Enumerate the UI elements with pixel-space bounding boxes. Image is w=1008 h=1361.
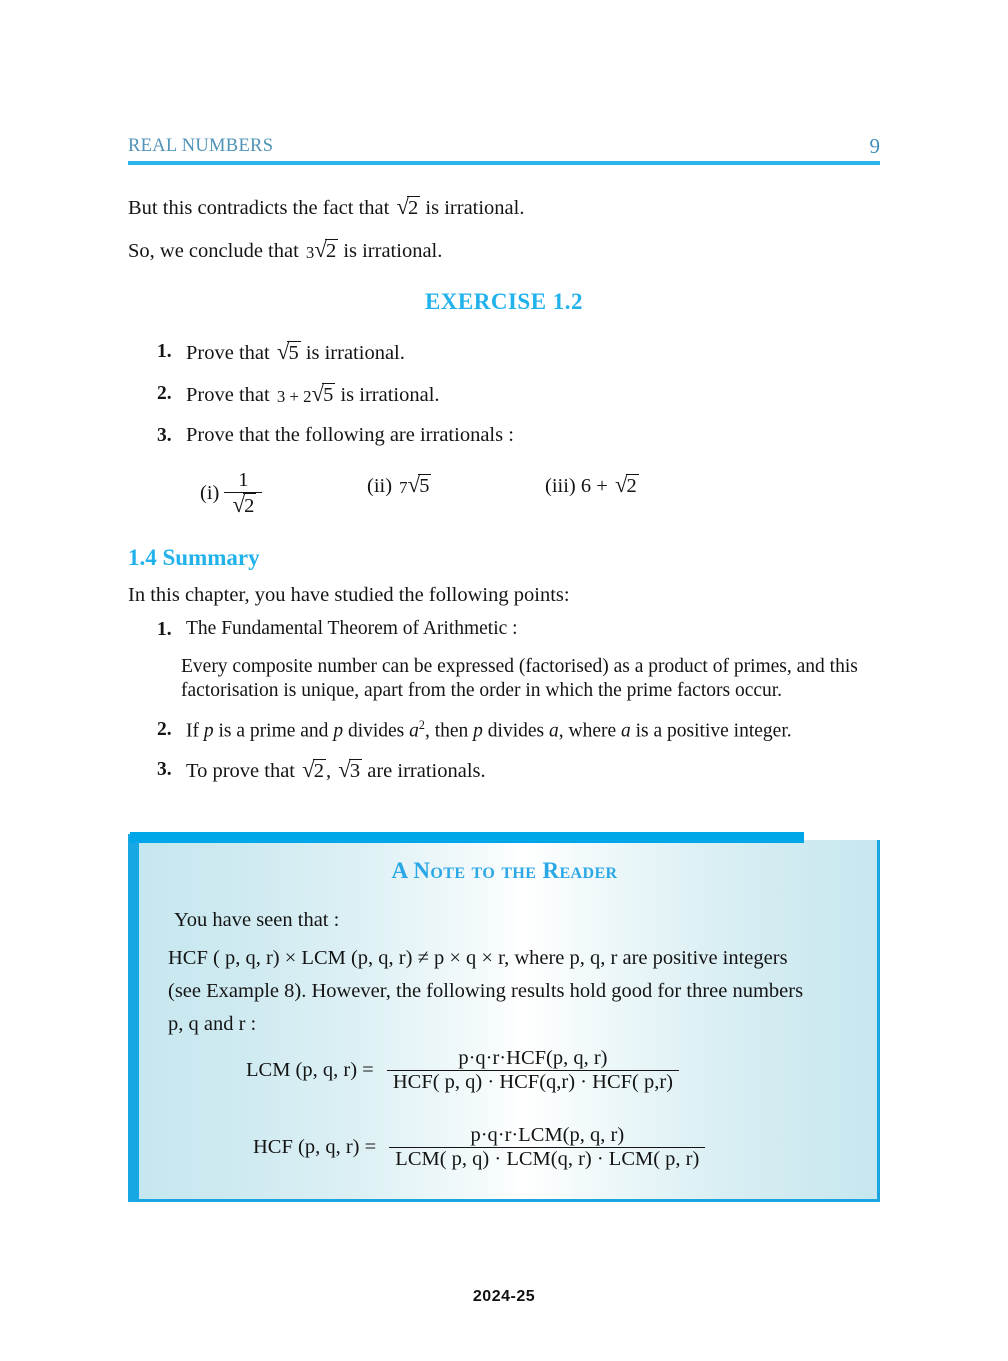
- header-rule: [128, 161, 880, 165]
- running-head: [128, 136, 880, 166]
- sp3-sep: ,: [326, 760, 332, 782]
- equation-lcm: [246, 1047, 679, 1094]
- note-para-line-1: HCF ( p, q, r) × LCM (p, q, r) ≠ p × q × r, where p, q, r are positive integers: [168, 947, 788, 969]
- page-number: 9: [869, 134, 880, 158]
- exercise-item-1-number: 1.: [157, 341, 172, 362]
- exercise-item-1-pre: Prove that: [186, 342, 270, 364]
- page-footer: 2024-25: [472, 1288, 536, 1305]
- exercise-subitem-ii-label: (ii): [367, 475, 393, 497]
- sp2-f: , where: [558, 720, 617, 742]
- equation-lcm-denominator: HCF( p, q) · HCF(q,r) · HCF( p,r): [387, 1070, 679, 1094]
- sp2-b: is a prime and: [218, 720, 329, 742]
- exercise-subitem-iii-label: (iii): [545, 475, 576, 497]
- note-para-line-2: (see Example 8). However, the following results hold good for three numbers: [168, 980, 804, 1002]
- exercise-item-2-post: is irrational.: [340, 384, 440, 406]
- sp2-var-a-sq: a: [409, 720, 419, 742]
- equation-hcf-fraction: [389, 1124, 705, 1171]
- three-sqrt-2-inline: 3√2: [305, 237, 337, 262]
- summary-point-3-number: 3.: [157, 759, 172, 780]
- equation-lcm-numerator: p·q·r·HCF(p, q, r): [458, 1047, 608, 1069]
- sp3-post: are irrationals.: [367, 760, 486, 782]
- summary-intro: In this chapter, you have studied the following points:: [128, 584, 570, 606]
- intro-line-2: [128, 239, 442, 262]
- exercise-item-2-number: 2.: [157, 383, 172, 404]
- exercise-item-1: [186, 341, 405, 364]
- exercise-item-1-post: is irrational.: [305, 342, 405, 364]
- note-box-top-bar: [130, 832, 804, 843]
- summary-point-1-body-line-2: factorisation is unique, apart from the order in which the prime factors occur.: [181, 680, 783, 701]
- sp2-var-p2: p: [333, 720, 344, 742]
- seven-sqrt-5-inline: 7√5: [399, 472, 430, 497]
- exercise-subitem-iii: [545, 474, 639, 497]
- equation-hcf-denominator: LCM( p, q) · LCM(q, r) · LCM( p, r): [389, 1147, 705, 1171]
- sp2-d: , then: [424, 720, 469, 742]
- three-plus-two-sqrt-5-inline: 3 + 2√5: [276, 381, 334, 406]
- sp2-a: If: [186, 720, 199, 742]
- note-box-left-bar: [128, 834, 139, 1202]
- summary-point-3: [186, 759, 486, 782]
- note-to-reader-box: [128, 832, 880, 1202]
- chapter-title: REAL NUMBERS: [128, 136, 274, 156]
- exercise-subitem-i-label: (i): [200, 482, 220, 505]
- summary-point-2-number: 2.: [157, 719, 172, 740]
- sp2-e: divides: [487, 720, 545, 742]
- sp2-g: is a positive integer.: [635, 720, 792, 742]
- sqrt-2-inline-c: √2: [302, 757, 324, 782]
- equation-lcm-lhs: LCM (p, q, r) =: [246, 1058, 374, 1081]
- summary-heading: 1.4 Summary: [128, 545, 260, 570]
- sp2-exponent: 2: [418, 718, 425, 732]
- exercise-item-2: [186, 383, 440, 406]
- exercise-subitem-i: [200, 469, 262, 518]
- exercise-subitem-ii: [367, 474, 431, 497]
- exercise-item-3: Prove that the following are irrationals :: [186, 424, 514, 446]
- intro-line-1-post: is irrational.: [425, 197, 525, 219]
- equation-lcm-fraction: [387, 1047, 679, 1094]
- exercise-subitem-iii-lead: 6 +: [580, 475, 608, 497]
- sp2-c: divides: [347, 720, 405, 742]
- sp2-var-a3: a: [621, 720, 631, 742]
- intro-line-1: [128, 196, 524, 219]
- summary-point-1-number: 1.: [157, 619, 172, 640]
- intro-line-2-post: is irrational.: [343, 240, 443, 262]
- note-para-line-3: p, q and r :: [168, 1013, 257, 1035]
- intro-line-1-pre: But this contradicts the fact that: [128, 197, 390, 219]
- note-intro: You have seen that :: [174, 909, 340, 931]
- equation-hcf: [253, 1124, 705, 1171]
- sqrt-2-inline: √2: [396, 194, 419, 219]
- sqrt-5-inline: √5: [276, 339, 299, 364]
- sqrt-2-inline-b: √2: [614, 472, 637, 497]
- sqrt-3-inline: √3: [338, 757, 361, 782]
- sp2-var-a2: a: [549, 720, 559, 742]
- sp2-var-p3: p: [473, 720, 483, 742]
- fraction-one-over-sqrt-2: $\frac{1}{√2}$: [224, 469, 262, 518]
- summary-point-1-body-line-1: Every composite number can be expressed (factorised) as a product of primes, and this: [181, 656, 858, 677]
- note-title: A Note to the Reader: [391, 858, 618, 883]
- exercise-item-3-number: 3.: [157, 425, 172, 446]
- summary-point-2: [186, 719, 792, 741]
- exercise-item-2-pre: Prove that: [186, 384, 270, 406]
- sp2-var-p1: p: [203, 720, 214, 742]
- equation-hcf-numerator: p·q·r·LCM(p, q, r): [470, 1124, 625, 1146]
- exercise-heading: EXERCISE 1.2: [424, 289, 584, 314]
- intro-line-2-pre: So, we conclude that: [128, 240, 299, 262]
- summary-point-1-title: The Fundamental Theorem of Arithmetic :: [186, 618, 518, 639]
- sp3-pre: To prove that: [186, 760, 296, 782]
- equation-hcf-lhs: HCF (p, q, r) =: [253, 1135, 377, 1158]
